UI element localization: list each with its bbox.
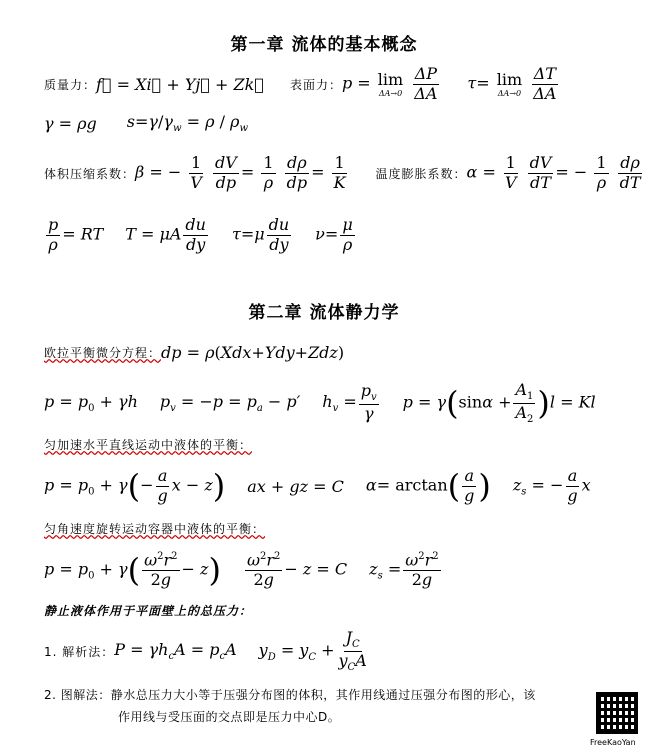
surface-force-label: 表面力： (289, 77, 342, 92)
plane-wall-title: 静止液体作用于平面壁上的总压力： (44, 603, 253, 618)
graphic-method-row (44, 684, 584, 728)
analytic-label: 1. 解析法： (44, 644, 115, 659)
chapter1-title: 第一章 流体的基本概念 (230, 35, 418, 55)
total-pressure-formula: $P = \gamma h_cA = p_cA$ (114, 639, 237, 663)
rotate-free-surface-formula: $z_s$ = $\frac{\omega^2r^2}{2g}$ (369, 550, 439, 589)
shear-stress-formula: τ=μ $\frac{du}{dy}$ (231, 215, 290, 254)
chapter2-title: 第二章 流体静力学 (248, 303, 400, 323)
formula-row-weight (44, 112, 248, 134)
qr-code (596, 692, 638, 734)
accel-pressure-formula: $p = p_0 + \gamma(-$ $\frac{a}{g}$ x − z) (44, 466, 226, 505)
formula-row-state (44, 212, 357, 258)
graphic-label: 2. 图解法： (44, 688, 111, 702)
isobaric-surface-formula: ax + gz = C (247, 476, 344, 496)
rotate-pressure-formula: $p = p_0 + \gamma$( $\frac{\omega^2r^2}{2g}$ − z) (44, 550, 221, 589)
inclined-manometer-formula: p = γ(sinα + $\frac{A_1}{A_2}$ )l = Kl (402, 379, 596, 425)
specific-weight-formula: γ = ρg (44, 113, 97, 133)
specific-gravity-formula: $s=\gamma/\gamma_w = \rho / \rho_w$ (126, 111, 249, 135)
incline-angle-formula: α= arctan( $\frac{a}{g}$ ) (365, 466, 491, 505)
mass-force-label: 质量力： (44, 77, 97, 92)
formula-row-euler (44, 340, 344, 364)
euler-formula: dp = ρ(Xdx+Ydy+Zdz) (161, 342, 345, 362)
watermark-text: FreeKaoYan (590, 738, 636, 747)
expand-label: 温度膨胀系数： (375, 166, 467, 181)
formula-row-analytic (44, 628, 371, 674)
expansion-formula: α = $\frac{1}{V}$ $\frac{dV}{dT}$ = − $\frac{1}{\rho}$ $\frac{d\rho}{dT}$ (466, 153, 641, 192)
state-equation: $\frac{p}{\rho}$ = RT (48, 215, 104, 254)
rotate-label-row (44, 518, 265, 538)
formula-row-hydrostatic (44, 380, 596, 426)
vacuum-height-formula: $h_v$ = $\frac{p_v}{\gamma}$ (322, 381, 377, 424)
accel-label: 匀加速水平直线运动中液体的平衡： (44, 437, 253, 452)
formula-row-acceleration (44, 462, 591, 510)
hydrostatic-formula: $p = p_0 + \gamma h$ (44, 391, 138, 415)
graphic-text-2: 作用线与受压面的交点即是压力中心D。 (118, 710, 341, 724)
euler-label: 欧拉平衡微分方程： (44, 345, 162, 360)
shear-formula: τ= lim ΔA→0 $\frac{\Delta T}{\Delta A}$ (467, 64, 557, 103)
rotate-label: 匀角速度旋转运动容器中液体的平衡： (44, 521, 266, 536)
graphic-text-1: 静水总压力大小等于压强分布图的体积，其作用线通过压强分布图的形心，该 (110, 688, 536, 702)
compressibility-formula: β = − $\frac{1}{V}$ $\frac{dV}{dp}$ = $\frac{1}{\rho}$ $\frac{d\rho}{dp}$ = $\frac{1}{K}$ (135, 153, 346, 192)
free-surface-formula: $z_s$ = − $\frac{a}{g}$ x (512, 466, 591, 505)
rotate-isobaric-formula: $\frac{\omega^2r^2}{2g}$ − z = C (246, 550, 348, 589)
mass-force-formula: f⃗ = Xi⃗ + Yj⃗ + Zk⃗ (96, 74, 264, 94)
newton-friction-formula: T = μA $\frac{du}{dy}$ (125, 215, 206, 254)
formula-row-forces (44, 64, 560, 104)
pressure-formula: p = lim ΔA→0 $\frac{\Delta P}{\Delta A}$ (341, 64, 438, 103)
accel-label-row (44, 434, 252, 454)
formula-row-coefficients (44, 150, 645, 196)
plane-title-row (44, 600, 252, 620)
vacuum-formula: $p_v = -p = p_a - p'$ (159, 391, 301, 415)
kinematic-viscosity-formula: ν= $\frac{\mu}{\rho}$ (315, 215, 353, 254)
pressure-center-formula: $y_D = y_C$ + $\frac{J_C}{y_CA}$ (258, 627, 367, 673)
formula-row-rotation (44, 544, 443, 596)
compress-label: 体积压缩系数： (44, 166, 136, 181)
